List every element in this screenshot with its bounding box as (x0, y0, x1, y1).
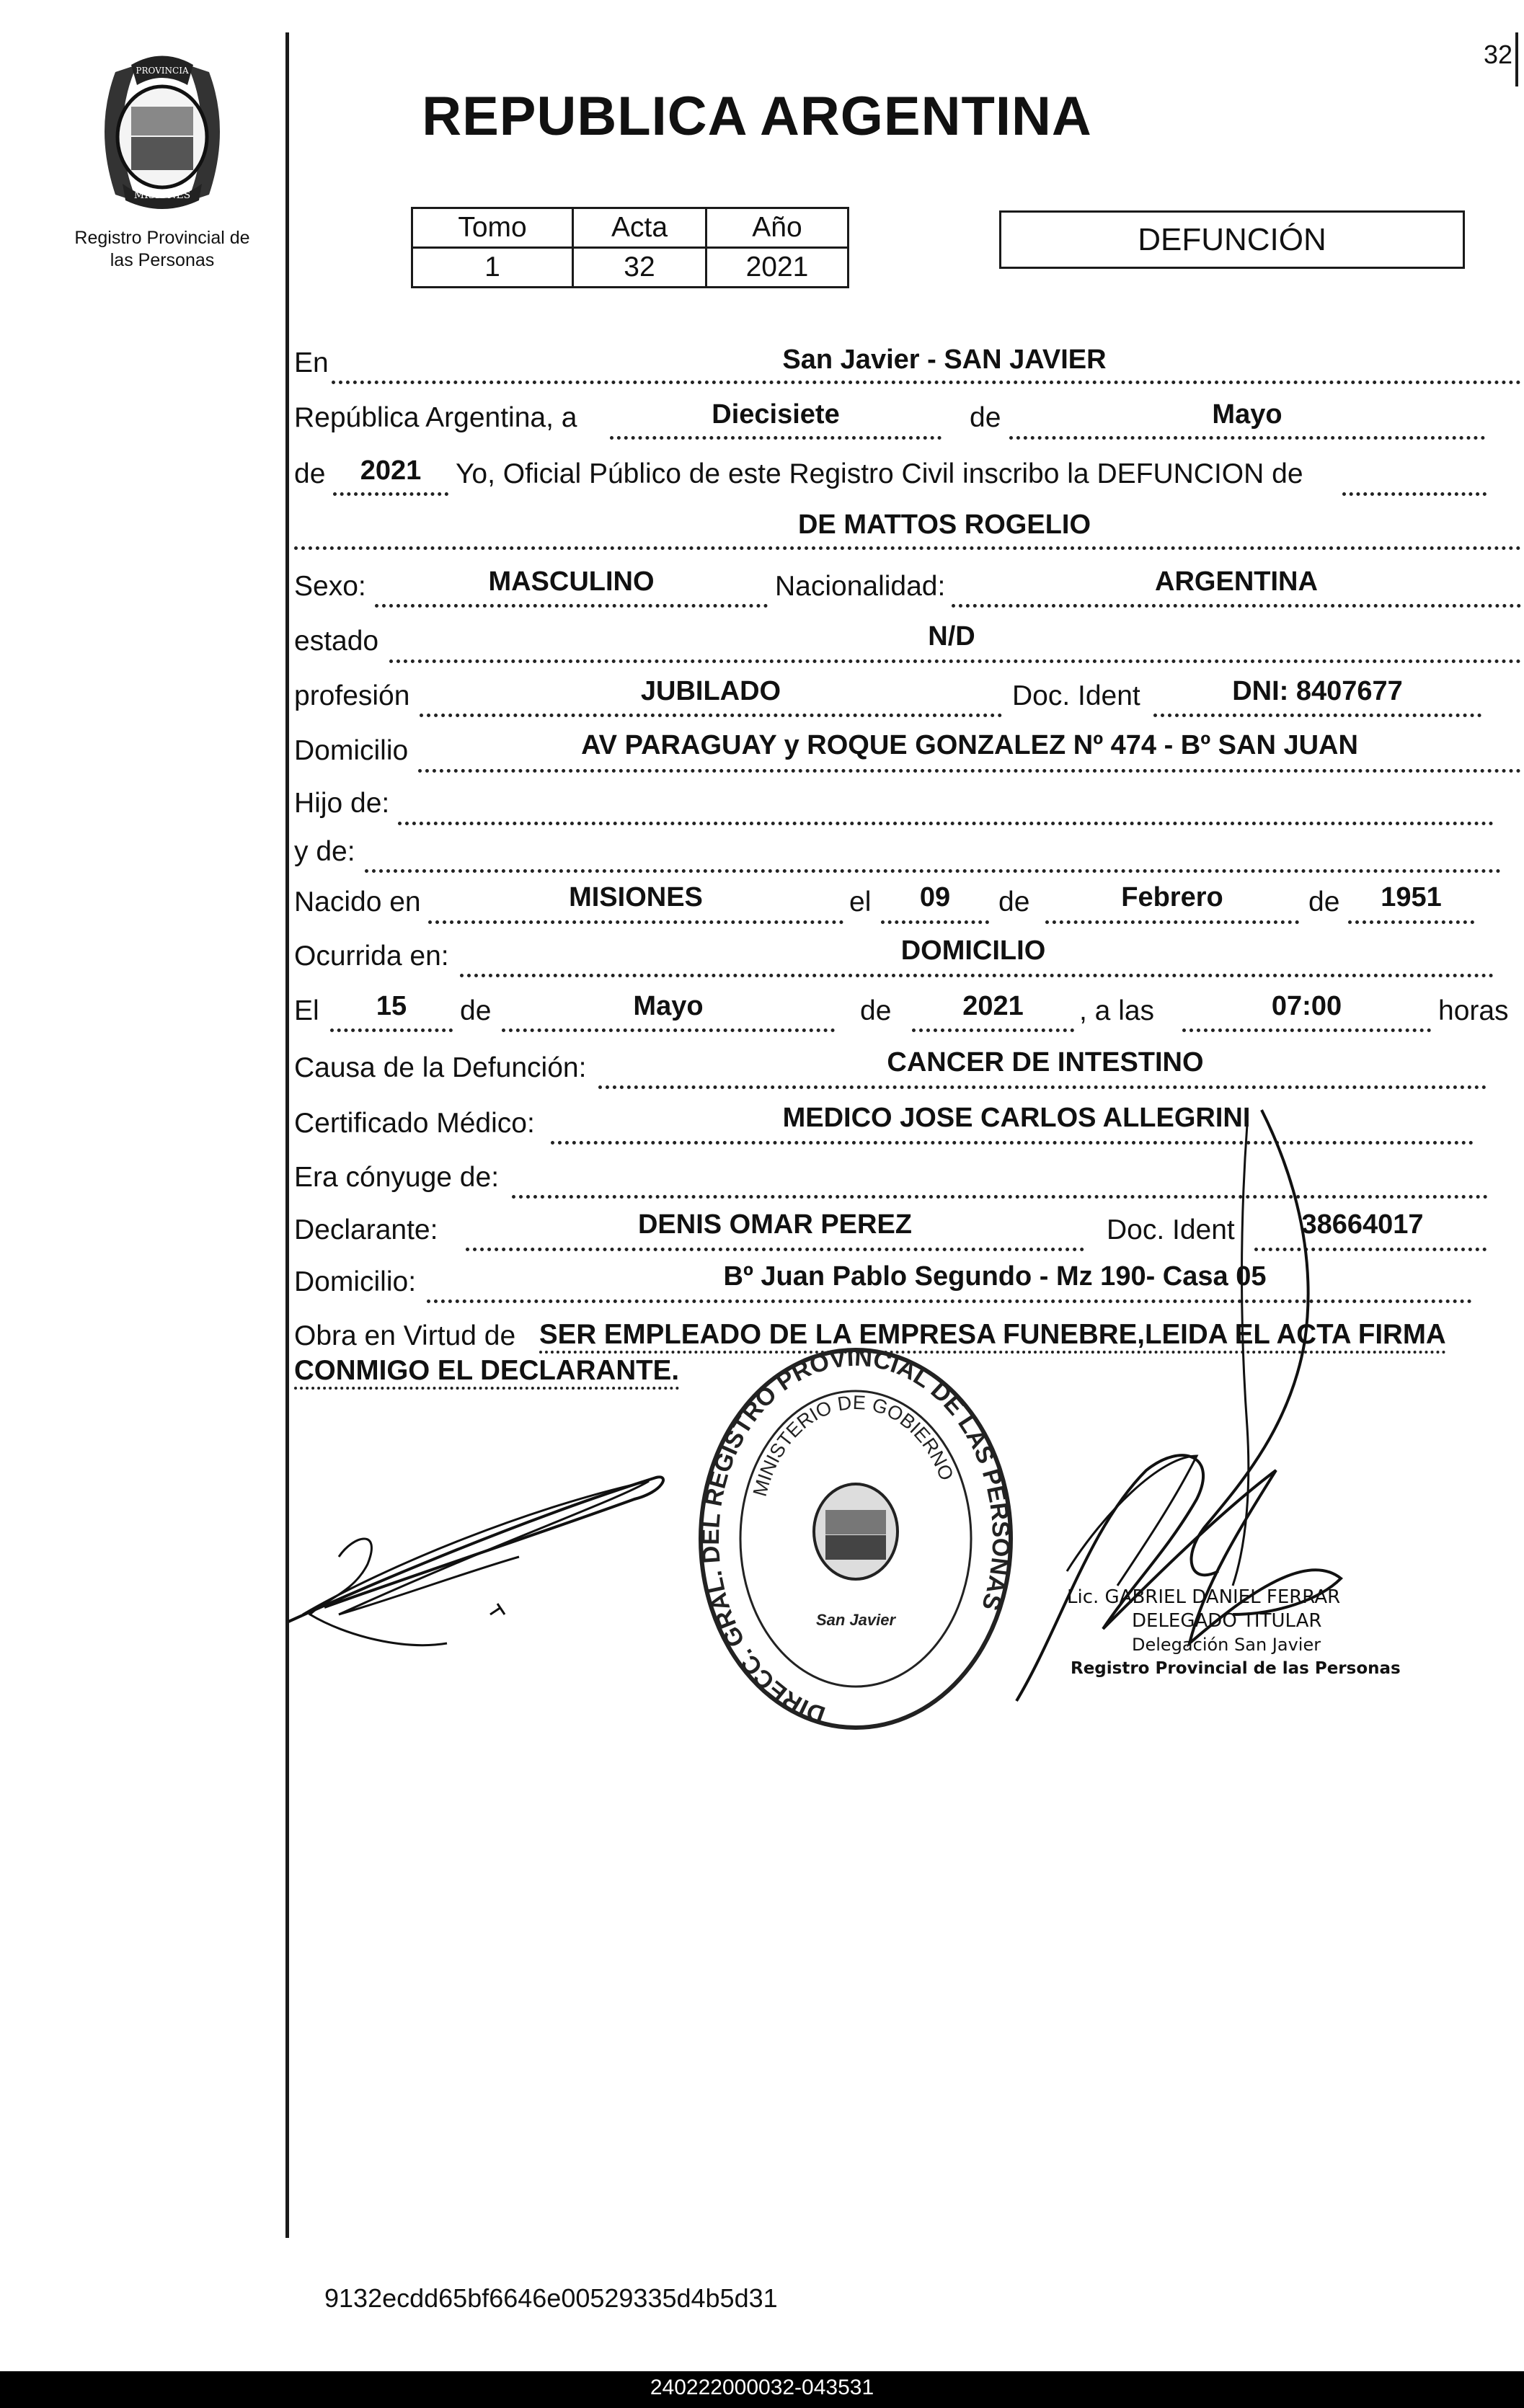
el-label: el (849, 887, 872, 918)
dotted-line (332, 381, 1521, 384)
dotted-line (294, 546, 1521, 550)
right-margin-rule (1515, 32, 1518, 86)
dotted-line (398, 822, 1494, 825)
dotted-line (1045, 920, 1299, 924)
dotted-line (952, 604, 1521, 608)
document-title: REPUBLICA ARGENTINA (422, 86, 1092, 147)
de1-label: de (998, 887, 1030, 918)
nacido-label: Nacido en (294, 887, 421, 918)
ocurrida-en-value: DOMICILIO (900, 936, 1046, 966)
estado-label: estado (294, 626, 379, 657)
en-label: En (294, 347, 329, 378)
svg-text:PROVINCIA: PROVINCIA (136, 66, 189, 76)
month-value: Mayo (1212, 399, 1282, 430)
certificado-label: Certificado Médico: (294, 1108, 535, 1139)
left-margin-rule (285, 32, 289, 2238)
death-year-value: 2021 (962, 991, 1024, 1021)
dotted-line (1182, 1028, 1431, 1032)
dotted-line (460, 974, 1494, 977)
declarante-value: DENIS OMAR PEREZ (637, 1209, 913, 1240)
official-seal (696, 1344, 1016, 1733)
causa-value: CANCER DE INTESTINO (887, 1047, 1204, 1078)
dotted-line (1153, 714, 1481, 717)
de3-label: de (460, 995, 492, 1026)
conyuge-label: Era cónyuge de: (294, 1162, 500, 1193)
republica-label: República Argentina, a (294, 402, 577, 433)
officer-block (1060, 1586, 1406, 1681)
nacionalidad-label: Nacionalidad: (775, 571, 946, 602)
document-hash: 9132ecdd65bf6646e00529335d4b5d31 (324, 2283, 778, 2313)
year-value: 2021 (360, 456, 422, 486)
domicilio2-label: Domicilio: (294, 1266, 417, 1297)
certificado-value: MEDICO JOSE CARLOS ALLEGRINI (782, 1103, 1251, 1133)
page-number: 32 (1484, 40, 1513, 69)
table-header-tomo: Tomo (412, 208, 573, 248)
dotted-line (1342, 492, 1487, 496)
profesion-label: profesión (294, 680, 410, 711)
deceased-name-value: DE MATTOS ROGELIO (797, 510, 1091, 540)
dotted-line (610, 436, 942, 440)
day-words-value: Diecisiete (712, 399, 840, 430)
table-value-anio: 2021 (706, 248, 849, 288)
obra-label: Obra en Virtud de (294, 1320, 516, 1351)
birth-month-value: Febrero (1121, 882, 1223, 912)
sexo-value: MASCULINO (488, 567, 655, 597)
dotted-line (389, 659, 1521, 663)
dotted-line (420, 714, 1002, 717)
table-header-anio: Año (706, 208, 849, 248)
dotted-line (330, 1028, 453, 1032)
domicilio-value: AV PARAGUAY y ROQUE GONZALEZ Nº 474 - Bº SAN JUAN (581, 730, 1358, 760)
dotted-line (1348, 920, 1474, 924)
table-value-tomo: 1 (412, 248, 573, 288)
org-line-1: Registro Provincial de (74, 228, 250, 248)
registry-org-name (58, 227, 267, 272)
doc-ident2-value: 38664017 (1301, 1209, 1424, 1240)
seal-outer-text: DIRECC. GRAL. DEL REGISTRO PROVINCIAL DE LAS PERSONAS (696, 1344, 1015, 1729)
dotted-line (365, 869, 1501, 873)
domicilio2-value: Bº Juan Pablo Segundo - Mz 190- Casa 05 (723, 1261, 1267, 1292)
domicilio-label: Domicilio (294, 735, 409, 766)
death-time-value: 07:00 (1271, 991, 1342, 1021)
officer-statement: Yo, Oficial Público de este Registro Civil inscribo la DEFUNCION de (456, 458, 1303, 489)
sexo-label: Sexo: (294, 571, 366, 602)
dotted-line (466, 1248, 1084, 1251)
table-value-acta: 32 (573, 248, 706, 288)
death-month-value: Mayo (633, 991, 704, 1021)
dotted-line (418, 769, 1521, 773)
birth-year-value: 1951 (1381, 882, 1442, 912)
dotted-line (881, 920, 989, 924)
seal-emblem-icon (814, 1484, 898, 1579)
declarante-label: Declarante: (294, 1214, 438, 1245)
de-year-label: de (294, 458, 326, 489)
causa-label: Causa de la Defunción: (294, 1052, 587, 1083)
estado-value: N/D (928, 621, 975, 652)
a-las-label: , a las (1079, 995, 1155, 1026)
obra-text-line2: CONMIGO EL DECLARANTE. (294, 1355, 679, 1390)
footer-code: 240222000032-043531 (650, 2376, 874, 2399)
provincial-emblem (87, 50, 238, 209)
doc-ident-label: Doc. Ident (1012, 680, 1140, 711)
de4-label: de (860, 995, 892, 1026)
nacido-en-value: MISIONES (569, 882, 703, 912)
el2-label: El (294, 995, 319, 1026)
de2-label: de (1308, 887, 1340, 918)
doc-ident-value: DNI: 8407677 (1232, 676, 1403, 706)
officer-registry: Registro Provincial de las Personas (1071, 1659, 1401, 1678)
birth-day-value: 09 (919, 882, 951, 912)
record-number-table (411, 207, 849, 288)
de-label: de (970, 402, 1001, 433)
dotted-line (912, 1028, 1074, 1032)
dotted-line (375, 604, 768, 608)
ocurrida-label: Ocurrida en: (294, 941, 449, 972)
officer-delegation: Delegación San Javier (1132, 1635, 1321, 1655)
record-type-box: DEFUNCIÓN (999, 210, 1465, 269)
declarant-signature (281, 1449, 670, 1679)
doc-ident2-label: Doc. Ident (1107, 1214, 1235, 1245)
dotted-line (1009, 436, 1485, 440)
org-line-2: las Personas (110, 250, 215, 270)
seal-inner-text: MINISTERIO DE GOBIERNO (748, 1391, 958, 1499)
death-day-value: 15 (376, 991, 407, 1021)
place-value: San Javier - SAN JAVIER (782, 345, 1107, 375)
dotted-line (502, 1028, 835, 1032)
obra-text-line1: SER EMPLEADO DE LA EMPRESA FUNEBRE,LEIDA EL ACTA FIRMA (539, 1319, 1446, 1354)
svg-text:MINISTERIO DE GOBIERNO (749, 1392, 958, 1499)
seal-location: San Javier (815, 1611, 896, 1629)
hijo-label: Hijo de: (294, 788, 390, 819)
dotted-line (333, 492, 448, 496)
table-header-acta: Acta (573, 208, 706, 248)
officer-name: Lic. GABRIEL DANIEL FERRAR (1067, 1586, 1341, 1608)
officer-role: DELEGADO TITULAR (1132, 1610, 1322, 1632)
svg-text:MISIONES: MISIONES (133, 190, 191, 201)
nacionalidad-value: ARGENTINA (1155, 567, 1318, 597)
dotted-line (428, 920, 843, 924)
y-de-label: y de: (294, 836, 355, 867)
profesion-value: JUBILADO (640, 676, 781, 706)
horas-label: horas (1438, 995, 1509, 1026)
